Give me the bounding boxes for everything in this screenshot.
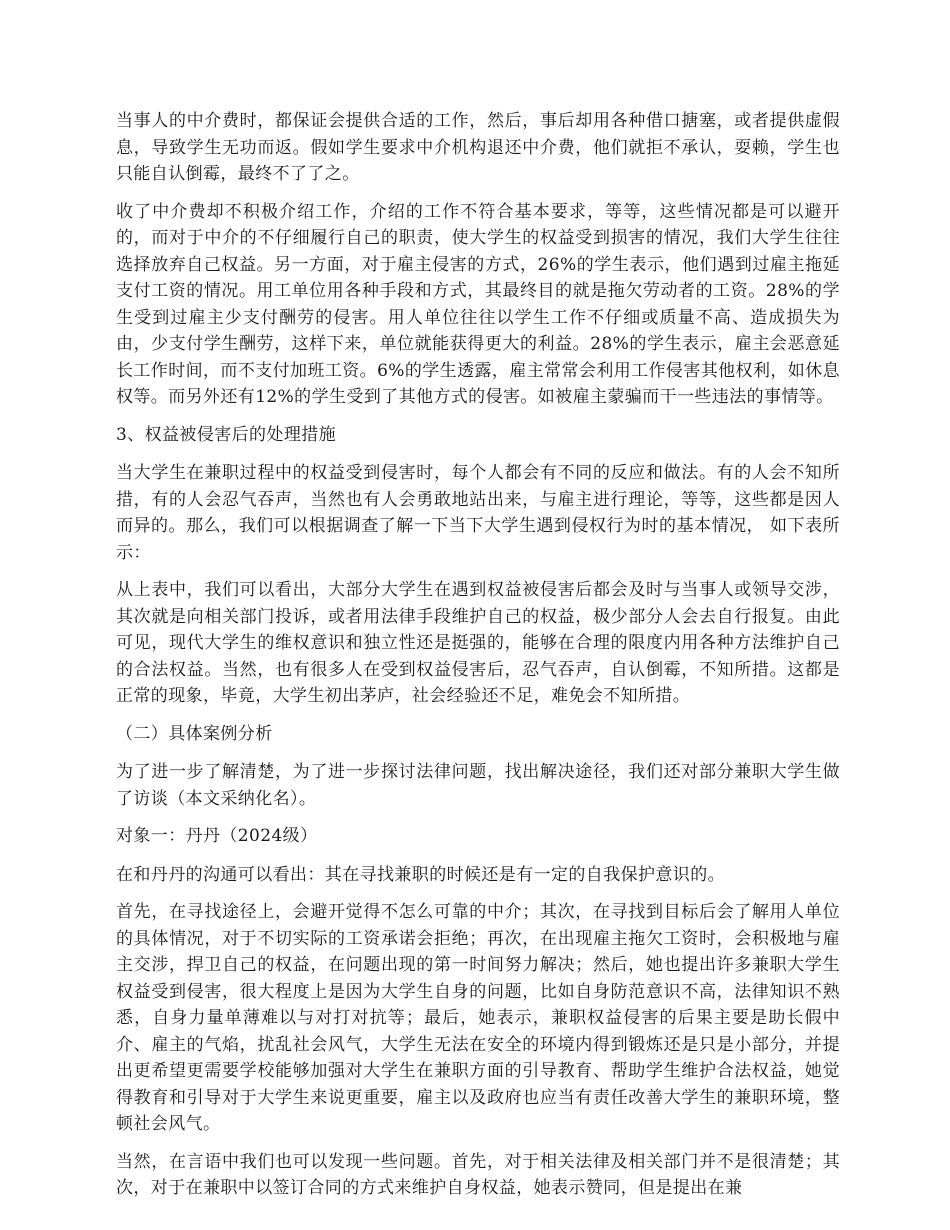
paragraph-infringement-methods: 收了中介费却不积极介绍工作，介绍的工作不符合基本要求，等等，这些情况都是可以避开的，而对于中介的不仔细履行自己的职责，使大学生的权益受到损害的情况，我们大学生往往选择放弃自己权益。另一方面，对于雇主侵害的方式，26%的学生表示，他们遇到过雇主拖延支付工资的情况。用工单位用各种手段和方式，其最终目的就是拖欠劳动者的工资。28%的学生受到过雇主少支付酬劳的侵害。用人单位往往以学生工作不仔细或质量不高、造成损失为由，少支付学生酬劳，这样下来，单位就能获得更大的利益。28%的学生表示，雇主会恶意延长工作时间，而不支付加班工资。6%的学生透露，雇主常常会利用工作侵害其他权利，如休息权等。而另外还有12%的学生受到了其他方式的侵害。如被雇主蒙骗而干一些违法的事情等。 [116, 201, 840, 407]
paragraph-table-analysis: 从上表中，我们可以看出，大部分大学生在遇到权益被侵害后都会及时与当事人或领导交涉，其次就是向相关部门投诉，或者用法律手段维护自己的权益，极少部分人会去自行报复。由此可见，现代大学生的维权意识和独立性还是挺强的，能够在合理的限度内用各种方法维护自己的合法权益。当然，也有很多人在受到权益侵害后，忍气吞声，自认倒霉，不知所措。这都是正常的现象，毕竟，大学生初出茅庐，社会经验还不足，难免会不知所措。 [116, 580, 840, 706]
section-heading-measures: 3、权益被侵害后的处理措施 [116, 424, 337, 445]
paragraph-dandan-summary: 在和丹丹的沟通可以看出：其在寻找兼职的时候还是有一定的自我保护意识的。 [116, 864, 725, 885]
paragraph-reactions: 当大学生在兼职过程中的权益受到侵害时，每个人都会有不同的反应和做法。有的人会不知所措，有的人会忍气吞声，当然也有人会勇敢地站出来，与雇主进行理论，等等，这些都是因人而异的。那么，我们可以根据调查了解一下当下大学生遇到侵权行为时的基本情况， 如下表所示： [116, 463, 840, 563]
section-heading-case-analysis: （二）具体案例分析 [116, 723, 273, 744]
paragraph-agency-fee: 当事人的中介费时，都保证会提供合适的工作，然后，事后却用各种借口搪塞，或者提供虚假息，导致学生无功而返。假如学生要求中介机构退还中介费，他们就拒不承认，耍赖，学生也只能自认倒霉，最终不了了之。 [116, 111, 840, 184]
paragraph-problems: 当然，在言语中我们也可以发现一些问题。首先，对于相关法律及相关部门并不是很清楚；其次，对于在兼职中以签订合同的方式来维护自身权益，她表示赞同，但是提出在兼 [116, 1151, 840, 1198]
subject-one-heading: 对象一：丹丹（2024级） [116, 826, 318, 846]
paragraph-dandan-details: 首先，在寻找途径上，会避开觉得不怎么可靠的中介；其次，在寻找到目标后会了解用人单位的具体情况，对于不切实际的工资承诺会拒绝；再次，在出现雇主拖欠工资时，会积极地与雇主交涉，捍卫自己的权益，在问题出现的第一时间努力解决；然后，她也提出许多兼职大学生权益受到侵害，很大程度上是因为大学生自身的问题，比如自身防范意识不高，法律知识不熟悉，自身力量单薄难以与对打对抗等；最后，她表示，兼职权益侵害的后果主要是助长假中介、雇主的气焰，扰乱社会风气，大学生无法在安全的环境内得到锻炼还是只是小部分，并提出更希望更需要学校能够加强对大学生在兼职方面的引导教育、帮助学生维护合法权益，她觉得教育和引导对于大学生来说更重要，雇主以及政府也应当有责任改善大学生的兼职环境，整顿社会风气。 [116, 902, 840, 1134]
paragraph-interview-intro: 为了进一步了解清楚，为了进一步探讨法律问题，找出解决途径，我们还对部分兼职大学生做了访谈（本文采纳化名）。 [116, 762, 840, 809]
